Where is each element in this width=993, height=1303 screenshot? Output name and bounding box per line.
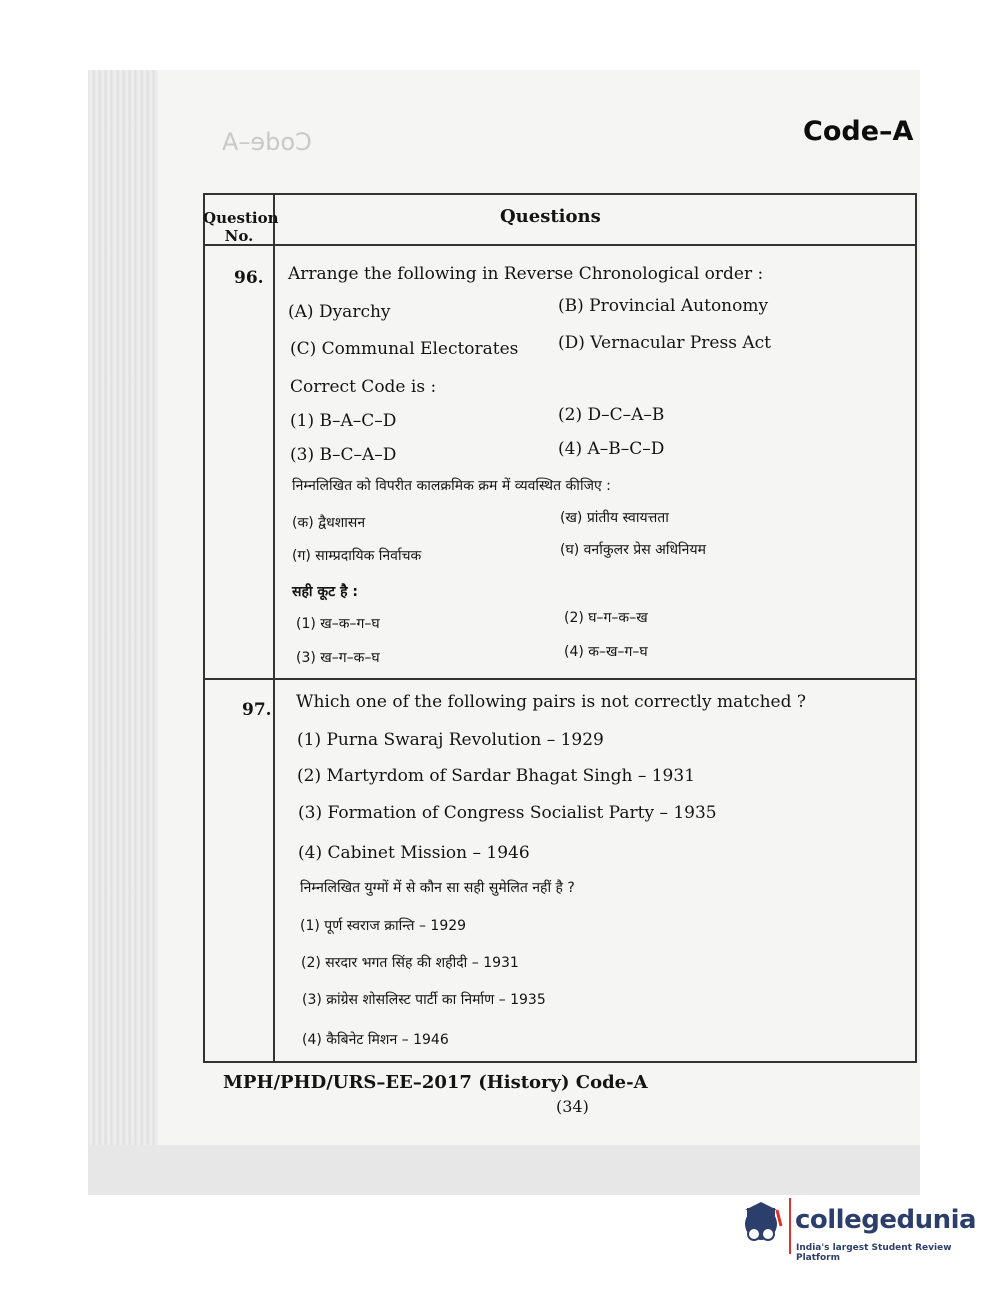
q97-hindi-text: निम्नलिखित युग्मों में से कौन सा सही सुमेलित नहीं है ?	[300, 880, 575, 896]
q97-hindi-option-1: (1) पूर्ण स्वराज क्रान्ति – 1929	[300, 918, 467, 934]
column-header-question-no: Question No.	[203, 209, 279, 245]
q97-option-3: (3) Formation of Congress Socialist Party – 1935	[298, 803, 717, 823]
question-96-text: Arrange the following in Reverse Chronological order :	[288, 264, 764, 284]
q97-option-2: (2) Martyrdom of Sardar Bhagat Singh – 1931	[297, 766, 696, 786]
q96-option-b: (B) Provincial Autonomy	[558, 296, 769, 316]
question-number-96: 96.	[234, 268, 264, 288]
q96-answer-1: (1) B–A–C–D	[290, 411, 397, 431]
q96-hindi-answer-2: (2) घ–ग–क–ख	[564, 610, 648, 626]
bleed-through-text: Code–A	[222, 128, 312, 156]
paper-code: Code–A	[803, 116, 914, 147]
q96-hindi-answer-4: (4) क–ख–ग–घ	[564, 644, 648, 660]
header-divider	[203, 244, 917, 246]
row-divider	[203, 678, 917, 680]
q97-option-1: (1) Purna Swaraj Revolution – 1929	[297, 730, 604, 750]
column-header-questions: Questions	[500, 206, 601, 227]
q96-code-label: Correct Code is :	[290, 377, 437, 397]
q97-hindi-option-3: (3) क्रांग्रेस शोसलिस्ट पार्टी का निर्माण – 1935	[302, 992, 546, 1008]
q96-answer-2: (2) D–C–A–B	[558, 405, 665, 425]
q96-option-c: (C) Communal Electorates	[290, 339, 519, 359]
q96-hindi-answer-1: (1) ख–क–ग–घ	[296, 616, 380, 632]
q96-hindi-option-b: (ख) प्रांतीय स्वायत्तता	[560, 510, 669, 526]
paper-footer-title: MPH/PHD/URS–EE–2017 (History) Code-A	[223, 1072, 648, 1093]
question-number-97: 97.	[242, 700, 272, 720]
q96-hindi-answer-3: (3) ख–ग–क–घ	[296, 650, 380, 666]
q96-hindi-option-d: (घ) वर्नाकुलर प्रेस अधिनियम	[560, 542, 706, 558]
q96-option-d: (D) Vernacular Press Act	[558, 333, 771, 353]
q97-hindi-option-2: (2) सरदार भगत सिंह की शहीदी – 1931	[301, 955, 519, 971]
q96-hindi-option-c: (ग) साम्प्रदायिक निर्वाचक	[292, 548, 422, 564]
q97-hindi-option-4: (4) कैबिनेट मिशन – 1946	[302, 1032, 449, 1048]
q97-option-4: (4) Cabinet Mission – 1946	[298, 843, 530, 863]
paper-stack-edge	[88, 70, 158, 1145]
q96-hindi-code-label: सही कूट है :	[292, 584, 358, 600]
q96-hindi-option-a: (क) द्वैधशासन	[292, 515, 366, 531]
question-97-text: Which one of the following pairs is not correctly matched ?	[296, 692, 806, 712]
watermark-brand: collegedunia	[795, 1205, 977, 1235]
scan-bottom-band	[88, 1145, 920, 1195]
q96-option-a: (A) Dyarchy	[288, 302, 391, 322]
column-divider	[273, 193, 275, 1063]
q96-hindi-text: निम्नलिखित को विपरीत कालक्रमिक क्रम में व्यवस्थित कीजिए :	[292, 478, 611, 494]
q96-answer-4: (4) A–B–C–D	[558, 439, 665, 459]
q96-answer-3: (3) B–C–A–D	[290, 445, 397, 465]
watermark-tagline: India's largest Student Review Platform	[796, 1243, 952, 1263]
page-number: (34)	[556, 1097, 589, 1116]
